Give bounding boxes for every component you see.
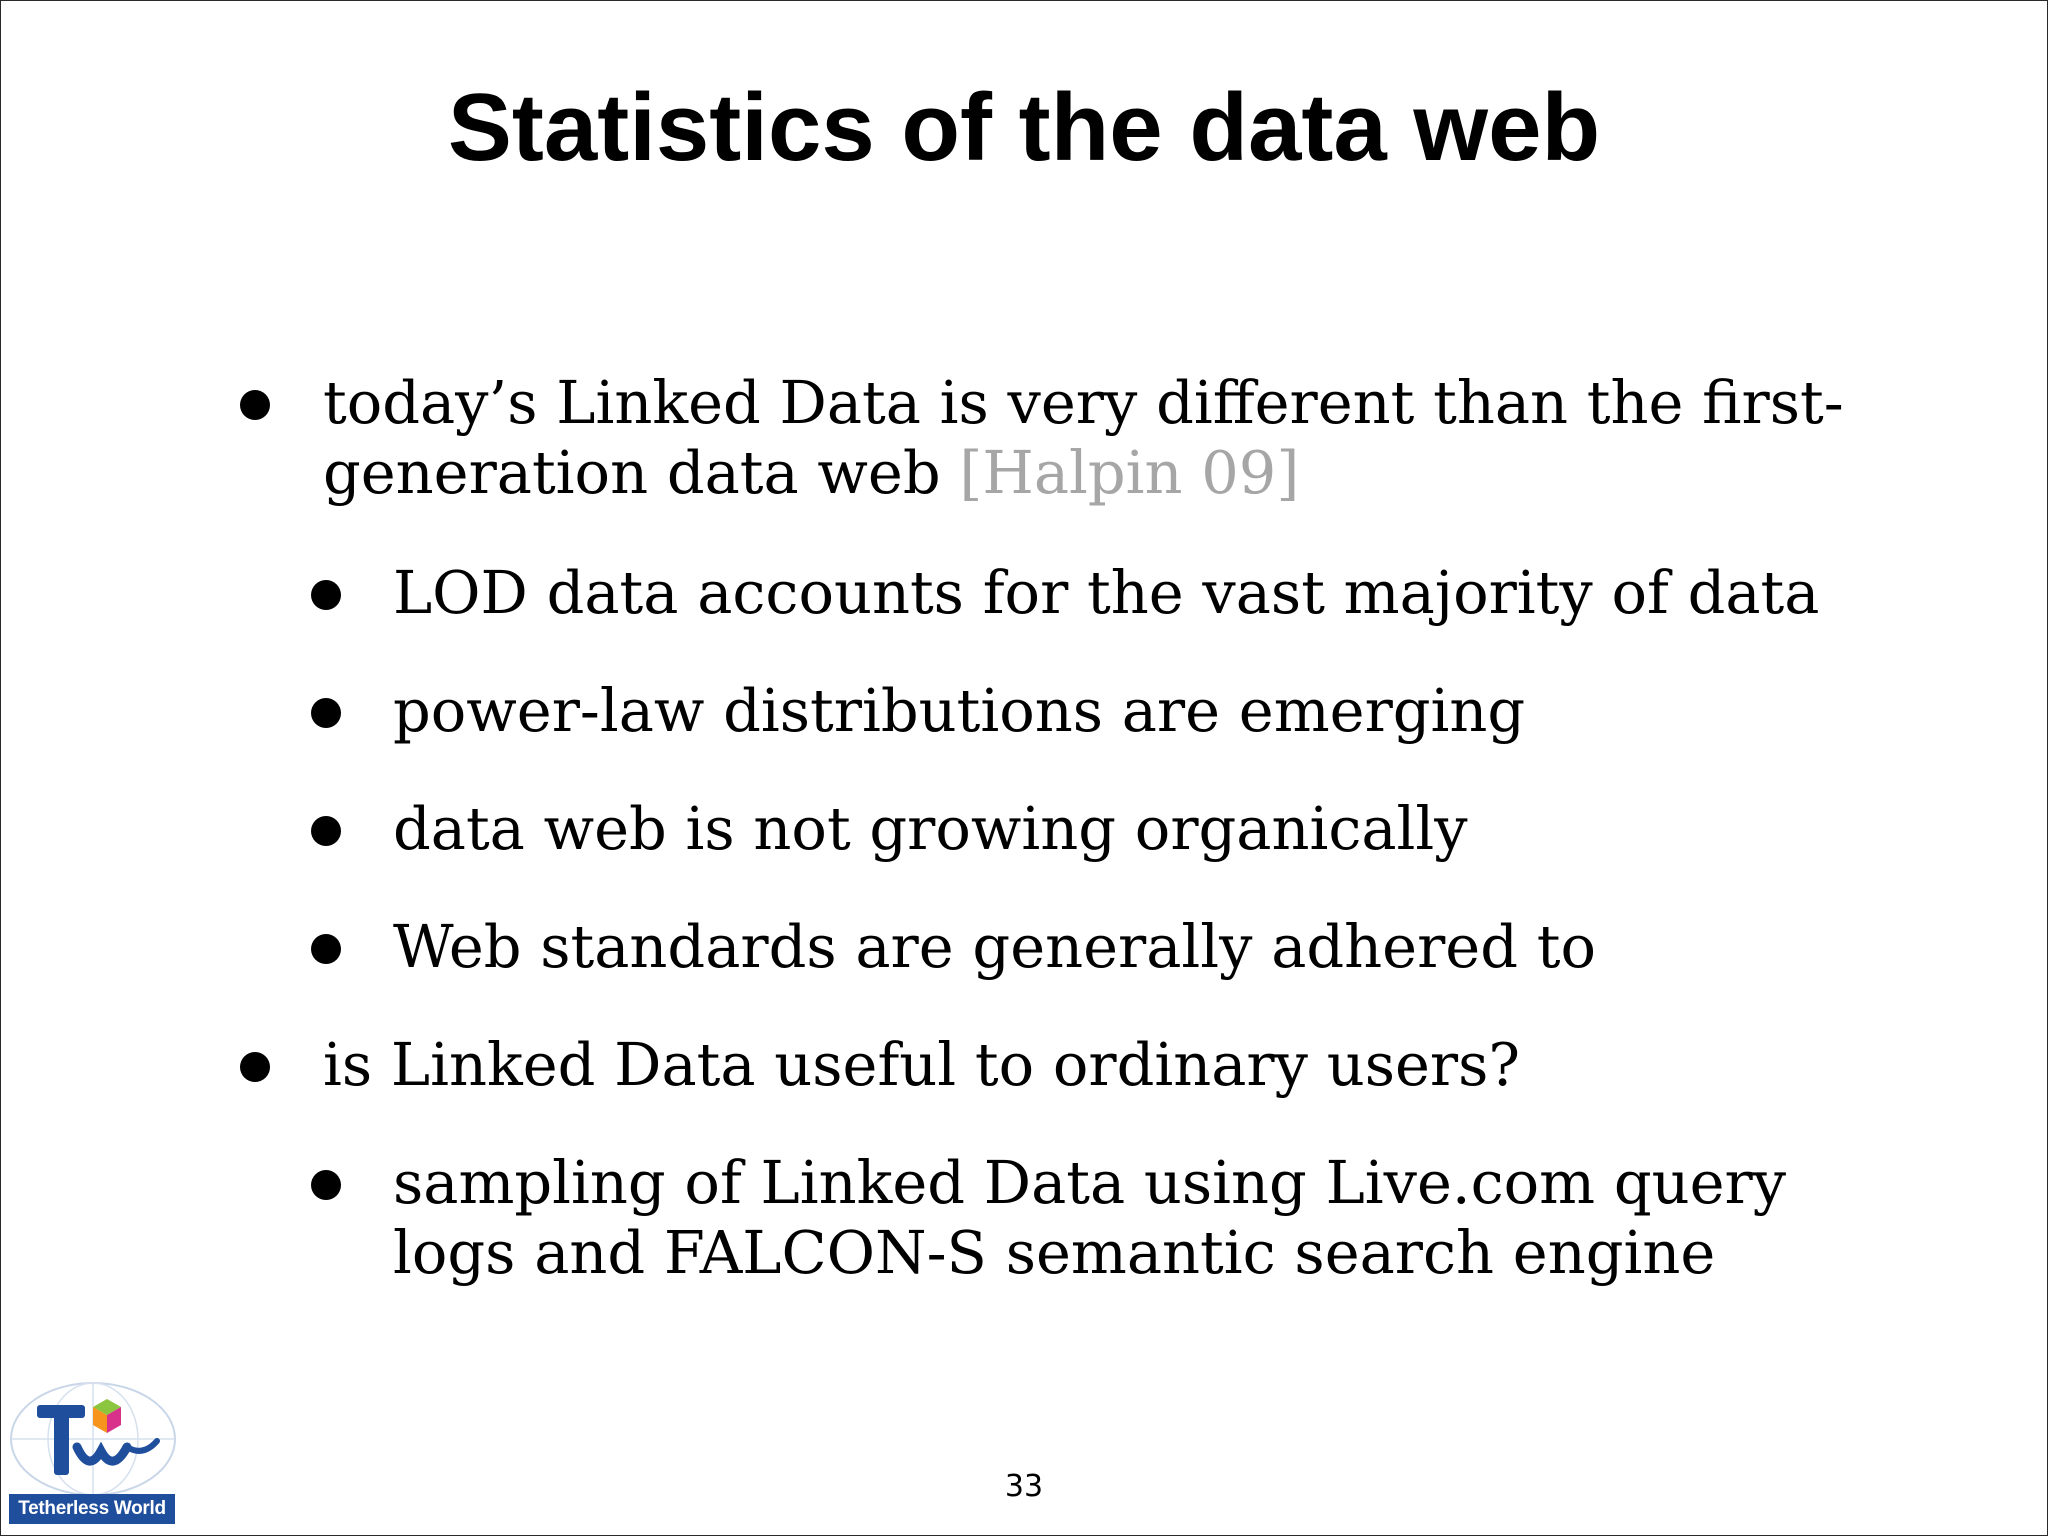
citation-halpin: [Halpin 09]	[959, 438, 1300, 507]
bullet-dot-icon	[311, 934, 341, 964]
bullet-item-1-line-2	[323, 439, 1299, 507]
bullet-dot-icon	[311, 816, 341, 846]
bullet-dot-icon	[311, 1170, 341, 1200]
bullet-item-1-text: generation data web	[323, 438, 960, 507]
bullet-item-5: Web standards are generally adhered to	[393, 912, 1596, 981]
bullet-item-3: power-law distributions are emerging	[393, 676, 1526, 745]
bullet-dot-icon	[311, 698, 341, 728]
bullet-item-1-line-1: today’s Linked Data is very different than the first-	[323, 368, 1844, 437]
page-number: 33	[1004, 1469, 1044, 1504]
bullet-dot-icon	[240, 390, 270, 420]
slide-title: Statistics of the data web	[447, 74, 1601, 181]
bullet-item-7-line-2: logs and FALCON-S semantic search engine	[393, 1218, 1716, 1287]
bullet-item-4: data web is not growing organically	[393, 794, 1468, 863]
bullet-dot-icon	[311, 580, 341, 610]
logo-caption: Tetherless World	[9, 1494, 175, 1524]
bullet-item-7-line-1: sampling of Linked Data using Live.com query	[393, 1148, 1787, 1217]
bullet-dot-icon	[240, 1052, 270, 1082]
bullet-item-6: is Linked Data useful to ordinary users?	[323, 1030, 1521, 1099]
bullet-item-2: LOD data accounts for the vast majority of data	[393, 558, 1820, 627]
